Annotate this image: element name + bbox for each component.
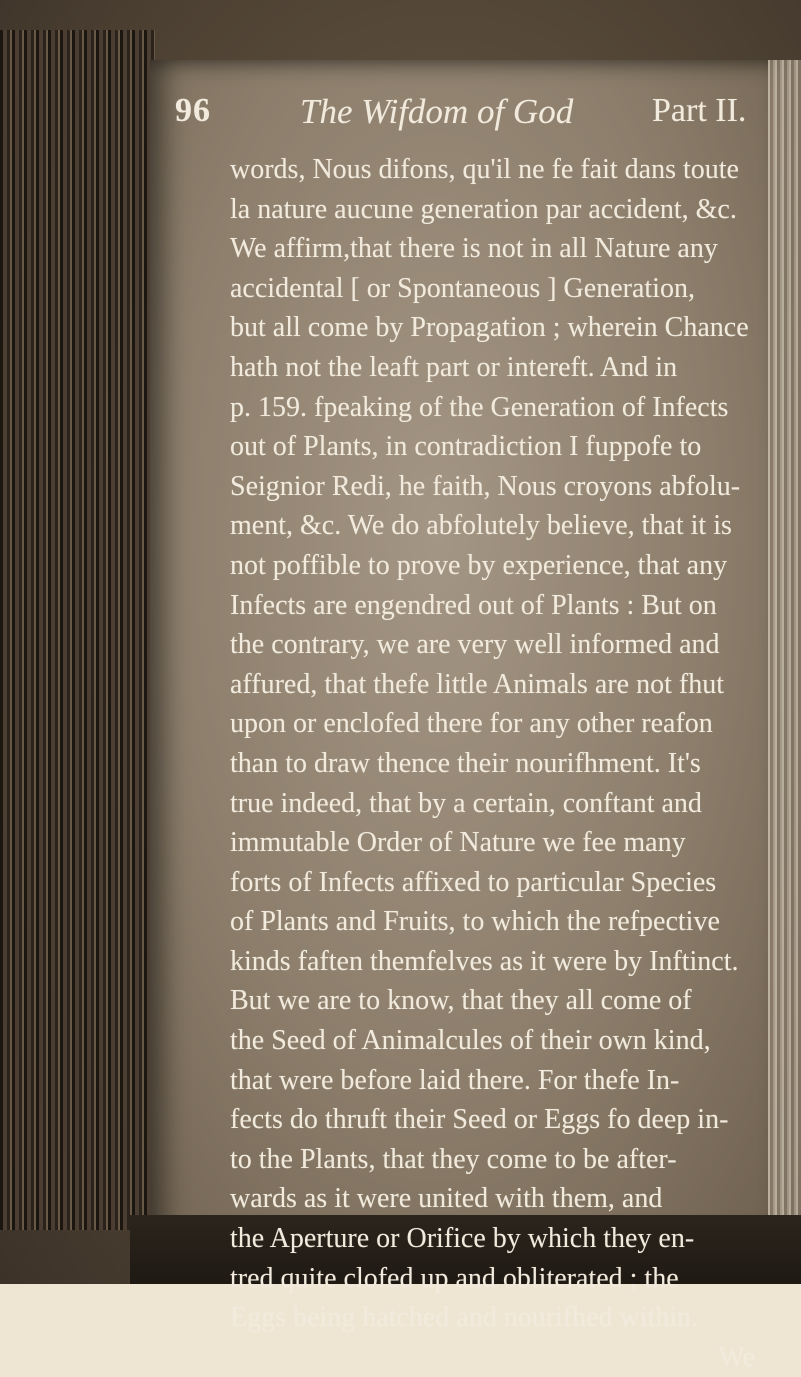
text-line: the Aperture or Orifice by which they en- xyxy=(230,1223,695,1255)
text-line: forts of Infects affixed to particular Species xyxy=(230,866,717,898)
text-line: Seignior Redi, he faith, Nous croyons abfolu- xyxy=(230,470,741,502)
running-title: The Wifdom of God xyxy=(300,92,574,131)
text-line: upon or enclofed there for any other reafon xyxy=(230,708,713,740)
text-line: to the Plants, that they come to be after- xyxy=(230,1143,677,1175)
text-line: words, Nous difons, qu'il ne fe fait dans toute xyxy=(230,154,739,185)
text-line: true indeed, that by a certain, conftant and xyxy=(230,787,702,819)
text-line: Eggs being hatched and nourifhed within. xyxy=(230,1302,699,1334)
text-line: tred quite clofed up and obliterated ; the xyxy=(230,1262,679,1294)
text-line: of Plants and Fruits, to which the refpective xyxy=(230,906,720,938)
body-text xyxy=(230,150,785,1377)
text-line: than to draw thence their nourifhment. It's xyxy=(230,747,701,779)
text-line: that were before laid there. For thefe In- xyxy=(230,1064,680,1096)
page-header xyxy=(0,0,801,160)
text-line: affured, that thefe little Animals are not fhut xyxy=(230,668,724,700)
text-line: but all come by Propagation ; wherein Chance xyxy=(230,312,749,344)
text-line: out of Plants, in contradiction I fuppofe to xyxy=(230,431,702,463)
text-line: fects do thruft their Seed or Eggs fo deep in- xyxy=(230,1104,729,1136)
text-line: kinds faften themfelves as it were by Inftinct. xyxy=(230,945,739,977)
text-line: But we are to know, that they all come of xyxy=(230,985,692,1017)
text-line: immutable Order of Nature we fee many xyxy=(230,827,686,859)
text-line: ment, &c. We do abfolutely believe, that it is xyxy=(230,510,732,542)
text-line: the Seed of Animalcules of their own kind, xyxy=(230,1025,711,1057)
text-line: not poffible to prove by experience, that any xyxy=(230,549,728,581)
book-gutter xyxy=(0,30,155,1230)
text-line: la nature aucune generation par accident, &c. xyxy=(230,193,737,225)
text-line: p. 159. fpeaking of the Generation of Infects xyxy=(230,391,729,423)
text-line: hath not the leaft part or intereft. And in xyxy=(230,351,678,383)
text-line: We affirm,that there is not in all Nature any xyxy=(230,233,718,265)
text-line: accidental [ or Spontaneous ] Generation, xyxy=(230,272,695,304)
part-label: Part II. xyxy=(652,92,747,129)
text-line: wards as it were united with them, and xyxy=(230,1183,663,1215)
text-line: Infects are engendred out of Plants : But on xyxy=(230,589,717,621)
catchword: We xyxy=(718,1341,755,1373)
text-line: the contrary, we are very well informed and xyxy=(230,629,720,661)
page-number: 96 xyxy=(175,92,211,129)
